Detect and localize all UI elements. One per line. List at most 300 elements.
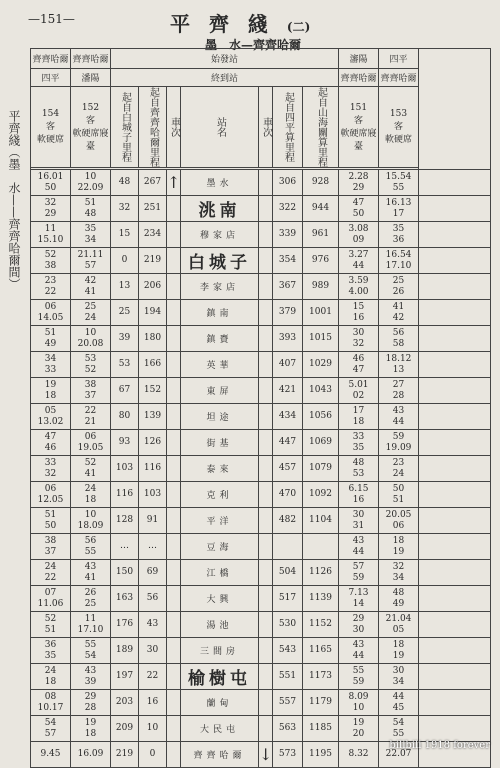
km-baicheng: … [111,534,139,560]
dir-left-cell [167,560,181,586]
dir-left-cell [167,690,181,716]
km-siping: 573 [273,742,303,768]
km-shanhaiguan-header: 起自山海關算里程 [303,87,339,168]
left1-time: 54 57 [31,716,71,742]
arrow-down-icon: ↓ [259,745,273,764]
km-shanhaiguan: 928 [303,170,339,196]
km-qiqihar: 180 [139,326,167,352]
km-baicheng: 32 [111,196,139,222]
right2-time: 16.13 17 [379,196,419,222]
km-baicheng: 39 [111,326,139,352]
right1-time: 30 32 [339,326,379,352]
station-name: 湯池 [181,612,259,638]
blank-cell [419,586,491,612]
right1-time: 33 35 [339,430,379,456]
right1-time: 3.27 44 [339,248,379,274]
km-baicheng: 103 [111,456,139,482]
km-baicheng: 116 [111,482,139,508]
page-title [170,8,310,37]
km-qiqihar: 139 [139,404,167,430]
left1-time: 36 35 [31,638,71,664]
km-baicheng: 25 [111,300,139,326]
table-row [31,274,491,300]
right1-to: 齊齊哈爾 [339,69,379,87]
km-siping: 551 [273,664,303,690]
dir-left-cell [167,456,181,482]
dir-left-cell [167,170,181,196]
km-shanhaiguan: 989 [303,274,339,300]
watermark: bilibili 1918 forever [389,740,490,751]
blank-cell [419,352,491,378]
km-shanhaiguan: 1165 [303,638,339,664]
km-siping [273,534,303,560]
table-row [31,638,491,664]
right2-time: 18.12 13 [379,352,419,378]
dir-left-cell [167,274,181,300]
station-name: 英華 [181,352,259,378]
left1-time: 05 13.02 [31,404,71,430]
right2-time: 18 19 [379,534,419,560]
left2-time: 10 22.09 [71,170,111,196]
left1-time: 52 51 [31,612,71,638]
station-name: 洮南 [181,196,259,222]
right2-time: 41 42 [379,300,419,326]
km-qiqihar: 166 [139,352,167,378]
left2-time: 06 19.05 [71,430,111,456]
km-baicheng: 53 [111,352,139,378]
dir-right-cell [259,326,273,352]
right1-number: 151 客 軟硬席寢臺 [339,87,379,168]
blank-cell [419,300,491,326]
km-siping: 354 [273,248,303,274]
station-name: 墨水 [181,170,259,196]
table-row [31,508,491,534]
km-qiqihar: 267 [139,170,167,196]
km-shanhaiguan: 1079 [303,456,339,482]
right1-time: 48 53 [339,456,379,482]
km-shanhaiguan: 944 [303,196,339,222]
dir-left-cell [167,716,181,742]
dir-left-cell [167,326,181,352]
dir-right-cell [259,586,273,612]
station-name: 鎮賚 [181,326,259,352]
dir-left-cell [167,248,181,274]
right2-number: 153 客 軟硬席 [379,87,419,168]
station-name: 克利 [181,482,259,508]
dir-right-cell [259,456,273,482]
dir-left-cell [167,222,181,248]
right1-time: 5.01 02 [339,378,379,404]
station-name: 白城子 [181,248,259,274]
km-shanhaiguan: 1029 [303,352,339,378]
departure-label: 始發站 [111,49,339,69]
km-shanhaiguan: 1092 [303,482,339,508]
dir-left-header: 車次 [167,87,181,168]
km-qiqihar: 16 [139,690,167,716]
blank-cell [419,664,491,690]
km-siping: 447 [273,430,303,456]
left2-number: 152 客 軟硬席寢臺 [71,87,111,168]
table-row [31,326,491,352]
left1-time: 51 50 [31,508,71,534]
right2-time: 25 26 [379,274,419,300]
km-shanhaiguan: 1104 [303,508,339,534]
km-shanhaiguan: 1126 [303,560,339,586]
km-baicheng: 48 [111,170,139,196]
left2-time: 25 24 [71,300,111,326]
km-shanhaiguan: 1185 [303,716,339,742]
dir-left-cell [167,482,181,508]
blank-cell [419,326,491,352]
left2-time: 55 54 [71,638,111,664]
left1-time: 51 49 [31,326,71,352]
left1-time: 33 32 [31,456,71,482]
blank-cell [419,274,491,300]
km-siping: 306 [273,170,303,196]
km-qiqihar: 194 [139,300,167,326]
km-baicheng: 150 [111,560,139,586]
km-qiqihar: 251 [139,196,167,222]
km-shanhaiguan: 1179 [303,690,339,716]
table-row [31,352,491,378]
left1-time: 34 33 [31,352,71,378]
blank-cell [419,430,491,456]
dir-right-cell [259,638,273,664]
left1-time: 52 38 [31,248,71,274]
km-baicheng: 80 [111,404,139,430]
right2-time: 21.04 05 [379,612,419,638]
dir-left-cell [167,404,181,430]
km-baicheng: 209 [111,716,139,742]
table-row [31,482,491,508]
arrow-up-icon: ↑ [167,173,181,192]
right2-time: 35 36 [379,222,419,248]
table-row [31,404,491,430]
right1-time: 57 59 [339,560,379,586]
left1-time: 08 10.17 [31,690,71,716]
blank-cell [419,196,491,222]
dir-left-cell [167,378,181,404]
left2-time: 19 18 [71,716,111,742]
km-baicheng: 13 [111,274,139,300]
blank-cell [419,690,491,716]
dir-left-cell [167,508,181,534]
dir-right-cell [259,560,273,586]
right1-time: 17 18 [339,404,379,430]
km-siping: 504 [273,560,303,586]
right2-time: 20.05 06 [379,508,419,534]
table-row [31,534,491,560]
km-qiqihar: 22 [139,664,167,690]
station-name: 穆家店 [181,222,259,248]
left2-time: 56 55 [71,534,111,560]
dir-right-cell [259,690,273,716]
left2-time: 10 18.09 [71,508,111,534]
km-qiqihar: 56 [139,586,167,612]
timetable [30,48,491,768]
station-name: 江橋 [181,560,259,586]
km-qiqihar: 103 [139,482,167,508]
station-name: 三間房 [181,638,259,664]
station-name: 蘭甸 [181,690,259,716]
left1-number: 154 客 軟硬席 [31,87,71,168]
right2-time: 44 45 [379,690,419,716]
dir-right-cell [259,404,273,430]
right2-time: 54 55 [379,716,419,742]
left1-time: 06 14.05 [31,300,71,326]
left2-time: 11 17.10 [71,612,111,638]
km-siping: 421 [273,378,303,404]
km-shanhaiguan: 976 [303,248,339,274]
table-body [31,170,491,768]
km-baicheng: 67 [111,378,139,404]
km-shanhaiguan: 1001 [303,300,339,326]
km-siping: 407 [273,352,303,378]
table-row [31,378,491,404]
left1-time: 47 46 [31,430,71,456]
km-qiqihar: 234 [139,222,167,248]
side-title: 平齊綫（墨 水——齊齊哈爾間） [7,110,21,290]
table-row [31,586,491,612]
right1-time: 15 16 [339,300,379,326]
station-name: 泰來 [181,456,259,482]
table-row [31,716,491,742]
right1-time: 43 44 [339,534,379,560]
left2-time: 38 37 [71,378,111,404]
blank-cell [419,508,491,534]
blank-col [419,49,491,170]
left2-time: 22 21 [71,404,111,430]
table-row [31,222,491,248]
blank-cell [419,482,491,508]
blank-cell [419,222,491,248]
station-name: 大民屯 [181,716,259,742]
dir-left-cell [167,586,181,612]
table-row [31,560,491,586]
left1-time: 24 22 [31,560,71,586]
km-baicheng: 93 [111,430,139,456]
km-siping: 434 [273,404,303,430]
left2-time: 53 52 [71,352,111,378]
km-siping: 557 [273,690,303,716]
km-siping: 563 [273,716,303,742]
right1-time: 55 59 [339,664,379,690]
left2-time: 26 25 [71,586,111,612]
km-siping: 393 [273,326,303,352]
km-qiqihar: 126 [139,430,167,456]
title-suffix: (二) [286,20,311,34]
km-shanhaiguan: 1043 [303,378,339,404]
right1-time: 19 20 [339,716,379,742]
km-shanhaiguan: 1173 [303,664,339,690]
left1-time: 9.45 [31,742,71,768]
right1-time: 30 31 [339,508,379,534]
km-shanhaiguan: 1195 [303,742,339,768]
dir-right-cell [259,378,273,404]
right2-time: 27 28 [379,378,419,404]
right2-time: 56 58 [379,326,419,352]
left1-time: 38 37 [31,534,71,560]
right1-time: 8.32 [339,742,379,768]
page-number: —151— [28,12,75,26]
table-row [31,430,491,456]
left2-time: 43 41 [71,560,111,586]
right2-time: 43 44 [379,404,419,430]
km-baicheng: 197 [111,664,139,690]
km-shanhaiguan: 1069 [303,430,339,456]
table-row [31,300,491,326]
right2-time: 18 19 [379,638,419,664]
dir-left-cell [167,612,181,638]
station-name: 坦途 [181,404,259,430]
title-main: 平 齊 綫 [170,12,274,36]
dir-left-cell [167,638,181,664]
left1-time: 19 18 [31,378,71,404]
km-shanhaiguan: 1139 [303,586,339,612]
km-siping: 367 [273,274,303,300]
km-siping: 457 [273,456,303,482]
station-name: 街基 [181,430,259,456]
dir-right-cell [259,248,273,274]
left2-to: 潘陽 [71,69,111,87]
left2-time: 52 41 [71,456,111,482]
right1-time: 46 47 [339,352,379,378]
km-baicheng: 176 [111,612,139,638]
arrival-label: 終到站 [111,69,339,87]
station-name: 平洋 [181,508,259,534]
left1-time: 24 18 [31,664,71,690]
left2-time: 35 34 [71,222,111,248]
km-siping: 379 [273,300,303,326]
km-qiqihar-header: 起自齊齊哈爾里程 [139,87,167,168]
km-qiqihar: 30 [139,638,167,664]
right2-time: 32 34 [379,560,419,586]
right1-time: 47 50 [339,196,379,222]
km-siping: 530 [273,612,303,638]
table-head [31,49,491,170]
right2-route: 四平 [379,49,419,69]
km-siping: 543 [273,638,303,664]
right1-route: 瀋陽 [339,49,379,69]
left1-time: 06 12.05 [31,482,71,508]
blank-cell [419,248,491,274]
left2-time: 42 41 [71,274,111,300]
station-name: 榆樹屯 [181,664,259,690]
km-qiqihar: 43 [139,612,167,638]
station-name: 齊齊哈爾 [181,742,259,768]
left2-time: 51 48 [71,196,111,222]
dir-left-cell [167,430,181,456]
blank-cell [419,612,491,638]
right2-time: 48 49 [379,586,419,612]
blank-cell [419,456,491,482]
km-siping-header: 起自四平算里程 [273,87,303,168]
dir-right-cell [259,482,273,508]
right1-time: 3.08 09 [339,222,379,248]
km-siping: 322 [273,196,303,222]
right2-time: 30 34 [379,664,419,690]
dir-right-cell [259,508,273,534]
km-siping: 517 [273,586,303,612]
dir-left-cell [167,534,181,560]
left1-time: 23 22 [31,274,71,300]
left1-to: 四平 [31,69,71,87]
dir-right-cell [259,222,273,248]
km-qiqihar: 219 [139,248,167,274]
table-row [31,664,491,690]
dir-left-cell [167,196,181,222]
station-name: 李家店 [181,274,259,300]
dir-right-header: 車次 [259,87,273,168]
km-qiqihar: 116 [139,456,167,482]
right1-time: 6.15 16 [339,482,379,508]
km-baicheng: 203 [111,690,139,716]
right1-time: 2.28 29 [339,170,379,196]
blank-cell [419,716,491,742]
dir-right-cell [259,170,273,196]
km-baicheng: 15 [111,222,139,248]
left1-route: 齊齊哈爾 [31,49,71,69]
km-shanhaiguan: 1056 [303,404,339,430]
dir-right-cell [259,742,273,768]
right1-time: 8.09 10 [339,690,379,716]
station-name: 鎮南 [181,300,259,326]
km-baicheng: 128 [111,508,139,534]
dir-right-cell [259,300,273,326]
table-row [31,612,491,638]
dir-right-cell [259,716,273,742]
dir-right-cell [259,612,273,638]
dir-left-cell [167,664,181,690]
blank-cell [419,170,491,196]
right2-time: 59 19.09 [379,430,419,456]
station-name: 東屏 [181,378,259,404]
km-shanhaiguan [303,534,339,560]
right1-time: 7.13 14 [339,586,379,612]
left1-time: 32 29 [31,196,71,222]
km-baicheng: 219 [111,742,139,768]
station-name-header: 站名 [181,87,259,168]
left2-time: 24 18 [71,482,111,508]
left2-time: 16.09 [71,742,111,768]
right2-time: 16.54 17.10 [379,248,419,274]
km-baicheng-header: 起自白城子里程 [111,87,139,168]
km-baicheng: 189 [111,638,139,664]
blank-cell [419,534,491,560]
dir-left-cell [167,300,181,326]
table-row [31,170,491,196]
km-siping: 339 [273,222,303,248]
km-baicheng: 163 [111,586,139,612]
dir-right-cell [259,352,273,378]
km-siping: 470 [273,482,303,508]
km-qiqihar: 152 [139,378,167,404]
right2-to: 齊齊哈爾 [379,69,419,87]
right1-time: 29 30 [339,612,379,638]
km-siping: 482 [273,508,303,534]
table-row [31,248,491,274]
km-qiqihar: 206 [139,274,167,300]
dir-left-cell [167,742,181,768]
page-subtitle: 墨 水—齊齊哈爾 [205,38,302,52]
left2-route: 齊齊哈爾 [71,49,111,69]
right1-time: 3.59 4.00 [339,274,379,300]
right2-time: 50 51 [379,482,419,508]
km-shanhaiguan: 961 [303,222,339,248]
right2-time: 23 24 [379,456,419,482]
left1-time: 11 15.10 [31,222,71,248]
blank-cell [419,638,491,664]
